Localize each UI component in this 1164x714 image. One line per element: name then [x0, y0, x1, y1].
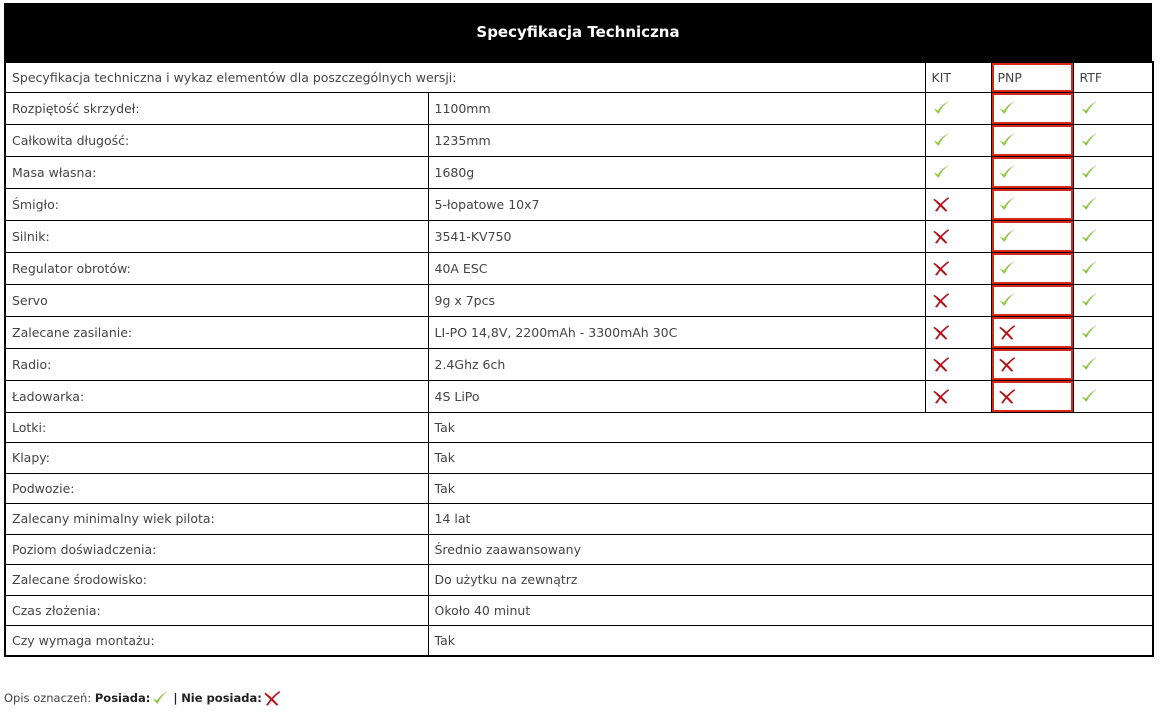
cross-icon: [932, 388, 985, 404]
check-icon: [932, 132, 985, 148]
spec-row-label: Regulator obrotów:: [5, 252, 428, 284]
spec-row-label: Servo: [5, 284, 428, 316]
legend: [4, 690, 285, 706]
check-icon: [998, 260, 1067, 276]
spec-row-label: Silnik:: [5, 220, 428, 252]
check-icon: [1080, 196, 1147, 212]
availability-kit: [925, 188, 991, 220]
spec-row-label: Rozpiętość skrzydeł:: [5, 92, 428, 124]
version-pnp-header: PNP: [991, 62, 1073, 92]
availability-rtf: [1073, 220, 1153, 252]
cross-icon: [932, 260, 985, 276]
legend-separator: |: [173, 691, 178, 705]
availability-rtf: [1073, 380, 1153, 412]
spec-row-value: Tak: [428, 412, 1153, 443]
spec-row: [5, 504, 1153, 535]
check-icon: [998, 292, 1067, 308]
spec-row: [5, 156, 1153, 188]
availability-kit: [925, 220, 991, 252]
spec-row: [5, 316, 1153, 348]
cross-icon: [932, 196, 985, 212]
spec-row: [5, 626, 1153, 657]
availability-kit: [925, 92, 991, 124]
availability-pnp: [991, 124, 1073, 156]
spec-row-value: 14 lat: [428, 504, 1153, 535]
spec-row-label: Zalecane zasilanie:: [5, 316, 428, 348]
spec-row: [5, 565, 1153, 596]
spec-row-value: Tak: [428, 626, 1153, 657]
spec-row-label: Zalecane środowisko:: [5, 565, 428, 596]
availability-pnp: [991, 92, 1073, 124]
availability-kit: [925, 252, 991, 284]
cross-icon: [998, 356, 1067, 372]
spec-row: [5, 380, 1153, 412]
spec-header-row: [5, 62, 1153, 92]
check-icon: [1080, 356, 1147, 372]
spec-row-value: 2.4Ghz 6ch: [428, 348, 925, 380]
check-icon: [998, 164, 1067, 180]
version-kit-header: KIT: [925, 62, 991, 92]
spec-row-value: 1235mm: [428, 124, 925, 156]
availability-rtf: [1073, 252, 1153, 284]
spec-row-label: Masa własna:: [5, 156, 428, 188]
spec-row: [5, 412, 1153, 443]
cross-icon: [262, 690, 285, 706]
spec-row-label: Lotki:: [5, 412, 428, 443]
check-icon: [1080, 388, 1147, 404]
check-icon: [1080, 132, 1147, 148]
spec-row: [5, 92, 1153, 124]
spec-row: [5, 188, 1153, 220]
availability-pnp: [991, 252, 1073, 284]
legend-prefix: Opis oznaczeń:: [4, 691, 92, 705]
version-rtf-header: RTF: [1073, 62, 1153, 92]
availability-kit: [925, 316, 991, 348]
spec-row-label: Czy wymaga montażu:: [5, 626, 428, 657]
availability-kit: [925, 348, 991, 380]
spec-row-value: Do użytku na zewnątrz: [428, 565, 1153, 596]
cross-icon: [932, 228, 985, 244]
legend-has-not-label: Nie posiada:: [181, 691, 262, 705]
availability-rtf: [1073, 188, 1153, 220]
spec-row-value: 40A ESC: [428, 252, 925, 284]
spec-table-body: [5, 62, 1153, 656]
spec-header-label: Specyfikacja techniczna i wykaz elementów dla poszczególnych wersji:: [5, 62, 925, 92]
availability-pnp: [991, 284, 1073, 316]
spec-title: Specyfikacja Techniczna: [4, 3, 1152, 61]
check-icon: [1080, 228, 1147, 244]
spec-row-value: Średnio zaawansowany: [428, 534, 1153, 565]
legend-has-label: Posiada:: [94, 691, 151, 705]
availability-rtf: [1073, 316, 1153, 348]
spec-table: [4, 61, 1154, 657]
check-icon: [1080, 324, 1147, 340]
spec-row-label: Ładowarka:: [5, 380, 428, 412]
availability-kit: [925, 380, 991, 412]
spec-row-value: Tak: [428, 443, 1153, 474]
availability-pnp: [991, 188, 1073, 220]
spec-row-label: Poziom doświadczenia:: [5, 534, 428, 565]
availability-pnp: [991, 156, 1073, 188]
spec-row-label: Całkowita długość:: [5, 124, 428, 156]
availability-kit: [925, 124, 991, 156]
spec-row: [5, 595, 1153, 626]
spec-row-label: Czas złożenia:: [5, 595, 428, 626]
check-icon: [1080, 292, 1147, 308]
availability-pnp: [991, 316, 1073, 348]
check-icon: [998, 132, 1067, 148]
spec-row-label: Radio:: [5, 348, 428, 380]
spec-row-label: Śmigło:: [5, 188, 428, 220]
availability-kit: [925, 284, 991, 316]
spec-row-value: Około 40 minut: [428, 595, 1153, 626]
check-icon: [1080, 100, 1147, 116]
check-icon: [150, 690, 173, 706]
availability-rtf: [1073, 284, 1153, 316]
spec-row-value: 4S LiPo: [428, 380, 925, 412]
spec-row-value: 1680g: [428, 156, 925, 188]
availability-rtf: [1073, 92, 1153, 124]
availability-pnp: [991, 220, 1073, 252]
cross-icon: [932, 324, 985, 340]
cross-icon: [932, 356, 985, 372]
availability-rtf: [1073, 156, 1153, 188]
spec-row-value: LI-PO 14,8V, 2200mAh - 3300mAh 30C: [428, 316, 925, 348]
cross-icon: [998, 324, 1067, 340]
cross-icon: [998, 388, 1067, 404]
spec-row: [5, 443, 1153, 474]
spec-row: [5, 124, 1153, 156]
check-icon: [932, 164, 985, 180]
check-icon: [932, 100, 985, 116]
availability-pnp: [991, 348, 1073, 380]
spec-row: [5, 348, 1153, 380]
spec-row-value: Tak: [428, 473, 1153, 504]
spec-row: [5, 252, 1153, 284]
availability-pnp: [991, 380, 1073, 412]
check-icon: [998, 196, 1067, 212]
spec-row: [5, 473, 1153, 504]
check-icon: [998, 228, 1067, 244]
spec-row-value: 3541-KV750: [428, 220, 925, 252]
spec-row: [5, 284, 1153, 316]
spec-row-value: 9g x 7pcs: [428, 284, 925, 316]
availability-rtf: [1073, 348, 1153, 380]
check-icon: [998, 100, 1067, 116]
spec-row-label: Zalecany minimalny wiek pilota:: [5, 504, 428, 535]
spec-container: [4, 3, 1152, 657]
check-icon: [1080, 260, 1147, 276]
spec-row-label: Podwozie:: [5, 473, 428, 504]
spec-row: [5, 220, 1153, 252]
spec-row-value: 5-łopatowe 10x7: [428, 188, 925, 220]
availability-kit: [925, 156, 991, 188]
cross-icon: [932, 292, 985, 308]
check-icon: [1080, 164, 1147, 180]
spec-row-label: Klapy:: [5, 443, 428, 474]
spec-row: [5, 534, 1153, 565]
availability-rtf: [1073, 124, 1153, 156]
spec-row-value: 1100mm: [428, 92, 925, 124]
